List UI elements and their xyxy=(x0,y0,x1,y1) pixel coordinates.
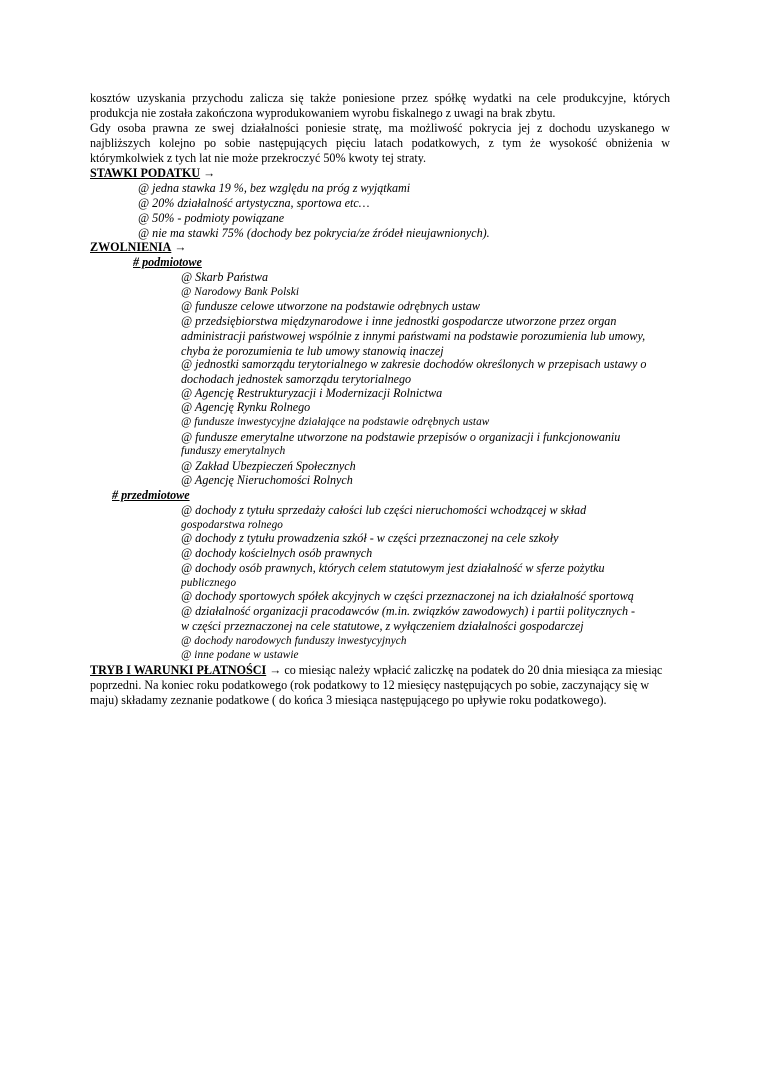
stawki-item: @ 20% działalność artystyczna, sportowa etc… xyxy=(138,196,370,210)
podmiotowe-item: @ Narodowy Bank Polski xyxy=(181,286,300,298)
podmiotowe-subheading: # podmiotowe xyxy=(133,255,202,269)
arrow-right-icon: → xyxy=(269,663,282,677)
przedmiotowe-item: @ działalność organizacji pracodawców (m.in. związków zawodowych) i partii politycznych - xyxy=(181,604,636,618)
podmiotowe-item: funduszy emerytalnych xyxy=(181,445,286,457)
podmiotowe-item: @ Agencję Restrukturyzacji i Modernizacji Rolnictwa xyxy=(181,386,443,400)
przedmiotowe-item: gospodarstwa rolnego xyxy=(181,519,283,531)
przedmiotowe-item: @ dochody z tytułu sprzedaży całości lub części nieruchomości wchodzącej w skład xyxy=(181,503,587,517)
zwolnienia-title: ZWOLNIENIA xyxy=(90,240,172,254)
arrow-right-icon: → xyxy=(203,166,216,180)
podmiotowe-item: @ fundusze inwestycyjne działające na podstawie odrębnych ustaw xyxy=(181,416,490,428)
przedmiotowe-item: w części przeznaczonej na cele statutowe, z wyłączeniem działalności gospodarczej xyxy=(181,619,584,633)
stawki-title: STAWKI PODATKU xyxy=(90,166,201,180)
przedmiotowe-item: publicznego xyxy=(181,577,237,589)
przedmiotowe-item: @ dochody narodowych funduszy inwestycyjnych xyxy=(181,635,407,647)
przedmiotowe-item: @ dochody osób prawnych, których celem statutowym jest działalność w sferze pożytku xyxy=(181,561,605,575)
podmiotowe-item: @ Skarb Państwa xyxy=(181,270,269,284)
tryb-text: co miesiąc należy wpłacić zaliczkę na podatek do 20 dnia miesiąca za miesiąc poprzedni. Na koniec roku podatkowego (rok podatkowy to 12 miesięcy następujących po sobie, zaczynający się w maju) składamy zeznanie podatkowe ( do końca 3 miesiąca następującego po upływie roku podatkowego). xyxy=(90,663,663,707)
przedmiotowe-item: @ dochody sportowych spółek akcyjnych w części przeznaczonej na ich działalność sportową xyxy=(181,589,634,603)
stawki-heading xyxy=(90,166,215,181)
intro-paragraph-1: kosztów uzyskania przychodu zalicza się także poniesione przez spółkę wydatki na cele produkcyjne, których produkcja nie została zakończona wyprodukowaniem wyrobu fiskalnego z uwagi na brak zbytu. xyxy=(90,91,670,120)
arrow-right-icon: → xyxy=(174,240,187,254)
podmiotowe-item: @ Zakład Ubezpieczeń Społecznych xyxy=(181,459,356,473)
zwolnienia-heading xyxy=(90,240,186,255)
stawki-item: @ nie ma stawki 75% (dochody bez pokrycia/ze źródeł nieujawnionych). xyxy=(138,226,490,240)
przedmiotowe-item: @ dochody kościelnych osób prawnych xyxy=(181,546,373,560)
podmiotowe-item: @ fundusze emerytalne utworzone na podstawie przepisów o organizacji i funkcjonowaniu xyxy=(181,430,621,444)
stawki-item: @ jedna stawka 19 %, bez względu na próg z wyjątkami xyxy=(138,181,411,195)
stawki-item: @ 50% - podmioty powiązane xyxy=(138,211,285,225)
podmiotowe-item: @ Agencję Nieruchomości Rolnych xyxy=(181,473,353,487)
podmiotowe-item: @ fundusze celowe utworzone na podstawie odrębnych ustaw xyxy=(181,299,481,313)
podmiotowe-item: @ przedsiębiorstwa międzynarodowe i inne jednostki gospodarcze utworzone przez organ administracji państwowej wspólnie z innymi państwami na podstawie porozumienia lub umowy, chyba że porozumienia te lub umowy stanowią inaczej xyxy=(181,314,646,358)
intro-paragraph-2: Gdy osoba prawna ze swej działalności poniesie stratę, ma możliwość pokrycia jej z dochodu uzyskanego w najbliższych kolejno po sobie następujących pięciu latach podatkowych, z tym że wysokość obniżenia w którymkolwiek z tych lat nie może przekroczyć 50% kwoty tej straty. xyxy=(90,121,670,165)
podmiotowe-item: @ jednostki samorządu terytorialnego w zakresie dochodów określonych w przepisach ustawy o dochodach jednostek samorządu terytorialnego xyxy=(181,357,647,386)
przedmiotowe-item: @ inne podane w ustawie xyxy=(181,649,299,661)
podmiotowe-item: @ Agencję Rynku Rolnego xyxy=(181,400,311,414)
tryb-paragraph xyxy=(90,663,675,708)
tryb-title: TRYB I WARUNKI PŁATNOŚCI xyxy=(90,663,267,677)
przedmiotowe-item: @ dochody z tytułu prowadzenia szkół - w części przeznaczonej na cele szkoły xyxy=(181,531,559,545)
przedmiotowe-subheading: # przedmiotowe xyxy=(112,488,190,502)
